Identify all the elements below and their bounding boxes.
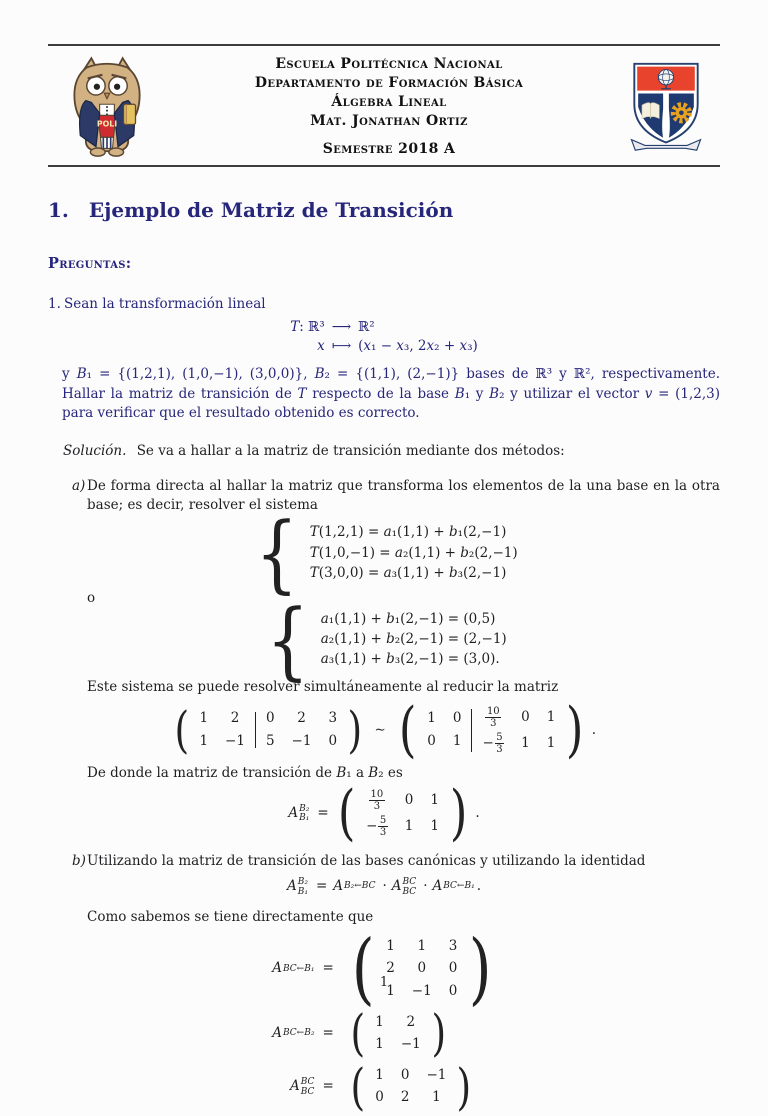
- question-item: [48, 295, 720, 314]
- matrix-reduction: [48, 695, 720, 766]
- matrix-cell: 3: [328, 710, 338, 727]
- department-name: Departamento de Formación Básica: [254, 74, 524, 91]
- matrix-cell: 1: [375, 1013, 384, 1030]
- matrix-cell: 1: [199, 732, 209, 749]
- matrix-cell: 1: [452, 732, 462, 749]
- solution-intro: [63, 442, 720, 461]
- connector-o: o: [87, 589, 96, 606]
- matrix-cell: 1: [375, 1067, 384, 1084]
- matrix-cell: 1: [417, 938, 427, 955]
- matrix-cell: 1: [430, 817, 439, 834]
- transformation-definition: [48, 318, 720, 356]
- document-header: [48, 54, 720, 160]
- solution-text: Se va a hallar a la matriz de transición mediante dos métodos:: [136, 442, 565, 459]
- equals-sign: =: [317, 804, 329, 821]
- matrix-cell: −1: [426, 1067, 447, 1084]
- equals-sign: =: [315, 877, 328, 894]
- matrix-cell: 2: [230, 710, 240, 727]
- dedonde-text: De donde la matriz de transición de B₁ a B₂ es: [87, 764, 403, 781]
- section-title: [48, 196, 720, 224]
- question-number: 1.: [48, 295, 61, 312]
- solution-word: Solución.: [63, 442, 127, 459]
- instructor-name: Mat. Jonathan Ortiz: [310, 112, 468, 129]
- matrix-cell: 1: [546, 708, 556, 725]
- part-a-text: De forma directa al hallar la matriz que transforma los elementos de la una base en la otra base; es decir, resolver el sistema: [87, 478, 720, 514]
- matrix-cell: 0: [448, 982, 458, 999]
- matrix-cell: 0: [328, 732, 338, 749]
- matrix-cell: 1: [430, 791, 439, 808]
- fraction-cell: $\frac{10}{3}$: [486, 705, 500, 729]
- matrix-cell: 1: [546, 734, 556, 751]
- fraction-cell: − $\frac{5}{3}$: [482, 731, 503, 755]
- owl-poli-label: POLI: [96, 119, 118, 129]
- augmented-matrix-original: ( 1 2 1 −1 0 2 3 5 −1 0 ): [174, 701, 363, 760]
- cdot-symbol: ·: [423, 877, 428, 894]
- section-title-text: Ejemplo de Matriz de Transición: [88, 198, 454, 222]
- system1-line1: T(1,2,1) = a₁(1,1) + b₁(2,−1): [309, 524, 507, 541]
- equals-sign: =: [322, 1078, 334, 1095]
- matrix-cell: 0: [404, 791, 414, 808]
- matrix-cell: 2: [400, 1089, 410, 1106]
- matrix-cell: 0: [521, 708, 530, 725]
- matrix-cell: 1: [404, 817, 414, 834]
- transition-matrix: ( $\frac{10}{3}$ 0 1 − $\frac{5}{3}$ 1 1 ): [337, 778, 468, 849]
- fraction-cell: − $\frac{5}{3}$: [366, 814, 387, 838]
- question-intro: Sean la transformación lineal: [64, 295, 266, 312]
- header-rule-bottom: [48, 165, 720, 167]
- como-text: Como sabemos se tiene directamente que: [87, 909, 374, 926]
- matrix-cell: 1: [521, 734, 530, 751]
- system2-line1: a₁(1,1) + b₁(2,−1) = (0,5): [320, 611, 496, 627]
- map-lhs-1: T: ℝ³: [290, 319, 325, 336]
- matrix-cell: 5: [265, 732, 275, 749]
- document-body: [48, 196, 721, 1116]
- course-name: Álgebra Lineal: [331, 93, 447, 110]
- matrix-cell: 1: [199, 710, 209, 727]
- institution-name: Escuela Politécnica Nacional: [275, 55, 503, 72]
- header-titles: [166, 55, 612, 160]
- part-b-label: b): [72, 852, 86, 869]
- matrix-cell: 0: [375, 1089, 384, 1106]
- system1-line2: T(1,0,−1) = a₂(1,1) + b₂(2,−1): [309, 544, 518, 561]
- header-rule-top: [48, 44, 720, 46]
- equation-system-1: { T(1,2,1) = a₁(1,1) + b₁(2,−1) T(1,0,−1) = a₂(1,1) + b₂(2,−1) T(3,0,0) = a₃(1,1) + b₃(2,−1): [255, 504, 518, 603]
- reduce-text: Este sistema se puede resolver simultáneamente al reducir la matriz: [87, 679, 559, 696]
- matrix-cell: −1: [400, 1035, 421, 1052]
- canonical-matrices-block: [48, 923, 720, 1116]
- semester-label: Semestre 2018 A: [322, 140, 456, 157]
- system2-line3: a₃(1,1) + b₃(2,−1) = (3,0).: [320, 651, 500, 668]
- map-rhs-1: ℝ²: [358, 319, 375, 336]
- equation-system-2: { a₁(1,1) + b₁(2,−1) = (0,5) a₂(1,1) + b₂(2,−1) = (2,−1) a₃(1,1) + b₃(2,−1) = (3,0).: [266, 590, 507, 689]
- matrix-cell: −1: [411, 982, 432, 999]
- matrix-cell: 1: [375, 1035, 384, 1052]
- matrix-cell: 0: [400, 1067, 410, 1084]
- equals-sign: =: [322, 960, 334, 977]
- matrix-cell: 3: [448, 938, 458, 955]
- period: .: [476, 877, 481, 894]
- cdot-symbol: ·: [382, 877, 387, 894]
- preguntas-heading: Preguntas:: [48, 255, 132, 273]
- matrix-label-bc-b1: A BC←B₁ =: [272, 959, 340, 978]
- matrix-cell: 2: [406, 1013, 416, 1030]
- matrix-cell: 0: [265, 710, 275, 727]
- epn-crest-icon: [612, 59, 720, 155]
- matrix-cell: 0: [448, 960, 458, 977]
- matrix-cell: −1: [291, 732, 312, 749]
- transition-matrix-equation: A B₂ B₁ = ( $\frac{10}{3}$ 0 1 − $\frac{5}{3}$ 1 1 ) .: [288, 778, 480, 849]
- period: .: [591, 721, 597, 738]
- matrix-bc-b2: ( 1 2 1 −1 ): [350, 1004, 446, 1063]
- period: .: [475, 804, 480, 821]
- part-a-label: a): [72, 478, 86, 495]
- page-number: 1: [379, 974, 389, 990]
- map-lhs-2: x: [317, 338, 325, 355]
- part-b: [72, 852, 720, 871]
- matrix-cell: 1: [386, 982, 395, 999]
- long-arrow-icon: ⟶: [331, 319, 352, 336]
- matrix-cell: 1: [386, 938, 395, 955]
- matrix-bc-b1: ( 1 1 3 2 0 0 1 −1 0 ): [351, 923, 492, 1014]
- matrix-bc-bc: ( 1 0 −1 0 2 1 ): [350, 1057, 472, 1116]
- matrix-cell: 0: [427, 732, 436, 749]
- matrix-cell: −1: [225, 732, 245, 749]
- matrix-cell: 2: [297, 710, 306, 727]
- matrix-cell: 1: [427, 710, 436, 727]
- question-body: y B₁ = {(1,2,1), (1,0,−1), (3,0,0)}, B₂ = {(1,1), (2,−1)} bases de ℝ³ y ℝ², respectivamente. Hallar la matriz de transición de T respecto de la base B₁ y B₂ y utilizar el vector v = (1,2,3) para verificar que el resultado obtenido es correcto.: [62, 366, 721, 421]
- part-a: [72, 477, 720, 515]
- similar-symbol: ∼: [374, 721, 386, 738]
- matrix-label-bc-b2: A BC←B₂ =: [272, 1024, 340, 1043]
- matrix-cell: 1: [432, 1089, 441, 1106]
- augmented-matrix-reduced: ( 1 0 0 1 $\frac{10}{3}$ 0 1 − $\frac{5}{3}$ 1 1 ): [398, 695, 584, 766]
- fraction-cell: $\frac{10}{3}$: [370, 788, 384, 812]
- augment-divider: [255, 712, 256, 747]
- system1-line3: T(3,0,0) = a₃(1,1) + b₃(2,−1): [309, 564, 507, 581]
- matrix-cell: 0: [417, 960, 427, 977]
- augment-divider: [471, 709, 472, 752]
- mapsto-arrow-icon: ⟼: [331, 338, 352, 355]
- system2-line2: a₂(1,1) + b₂(2,−1) = (2,−1): [320, 631, 507, 648]
- A-symbol: A: [288, 804, 299, 821]
- map-rhs-2: (x₁ − x₃, 2x₂ + x₃): [358, 338, 478, 355]
- equals-sign: =: [322, 1024, 334, 1041]
- matrix-label-bc-bc: A BC BC =: [290, 1077, 334, 1097]
- matrix-cell: 0: [452, 710, 462, 727]
- identity-equation: A B₂ B₁ = A B₂←BC · A BC BC · A BC←B₁ .: [287, 877, 481, 897]
- matrix-cell: 2: [386, 960, 395, 977]
- owl-logo-icon: [48, 56, 166, 158]
- section-number: 1.: [48, 198, 69, 222]
- part-b-text: Utilizando la matriz de transición de las bases canónicas y utilizando la identidad: [87, 852, 646, 869]
